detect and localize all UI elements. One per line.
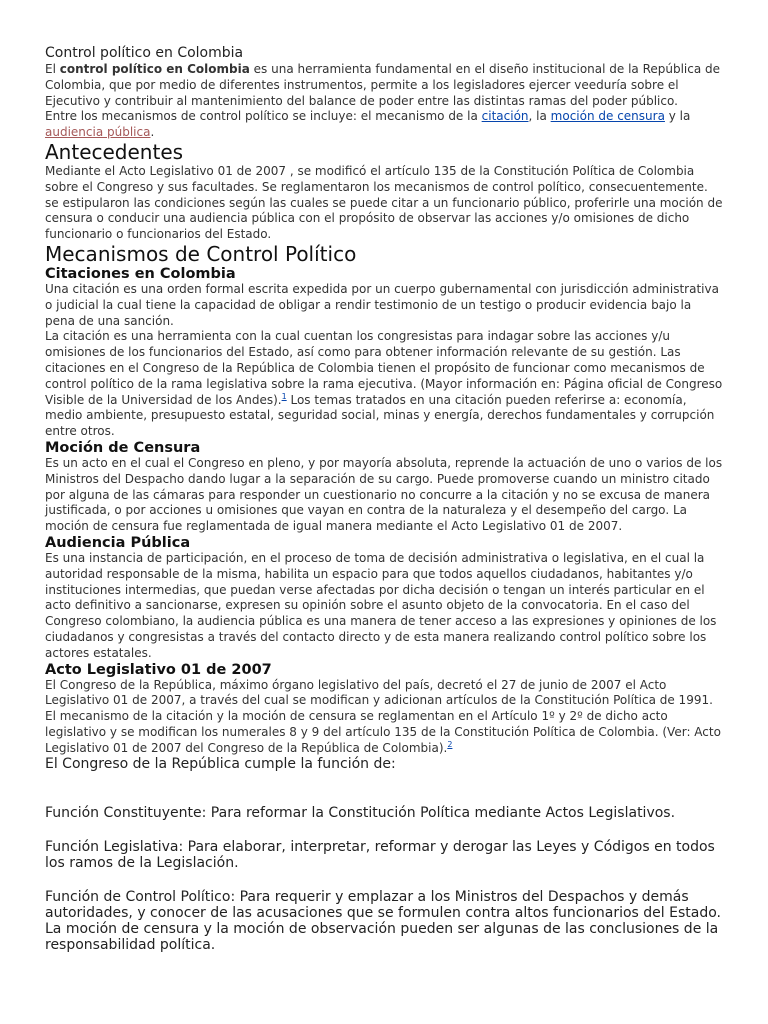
intro-rest: es una herramienta fundamental en el diseño institucional de la República de Colombia, que por medio de diferentes instrumentos, permite a los legisladores ejercer veeduría sobre el Ejecutivo y contribuir al mantenimiento del balance de poder entre las distintas ramas del poder público. [45,62,721,108]
mechanisms-prefix: Entre los mecanismos de control político se incluye: el mecanismo de la [45,109,482,124]
mocion-censura-link[interactable]: moción de censura [550,109,665,124]
funciones-lead: El Congreso de la República cumple la función de: [45,756,396,773]
citaciones-paragraph-1: Una citación es una orden formal escrita expedida por un cuerpo gubernamental con jurisdicción administrativa o judicial la cual tiene la capacidad de obligar a rendir testimonio de un testigo o producir evidencia bajo la pena de una sanción. [45,281,719,328]
citacion-link[interactable]: citación [481,109,529,124]
reference-2-link[interactable]: 2 [447,739,453,749]
mecanismos-heading: Mecanismos de Control Político [45,241,357,266]
intro-prefix: El [45,62,60,76]
funcion-constituyente: Función Constituyente: Para reformar la Constitución Política mediante Actos Legislativos. [45,805,676,822]
document-title: Control político en Colombia [45,45,244,61]
acto-legislativo-body: El Congreso de la República, máximo órgano legislativo del país, decretó el 27 de junio de 2007 el Acto Legislativo 01 de 2007, a través del cual se modifican y adicionan artículos de la Constitución Política de 1991. El mecanismo de la citación y la moción de censura se reglamentan en el Artículo 1º y 2º de dicho acto legislativo y se modifican los numerales 8 y 9 del artículo 135 de la Constitución Política de Colombia. (Ver: Acto Legislativo 01 de 2007 del Congreso de la República de Colombia). [45,677,721,755]
reference-1-link[interactable]: 1 [281,391,287,401]
acto-legislativo-heading: Acto Legislativo 01 de 2007 [45,661,272,678]
funcion-control-politico: Función de Control Político: Para requerir y emplazar a los Ministros del Despachos y demás autoridades, y conocer de las acusaciones que se formulen contra altos funcionarios del Estado. La moción de censura y la moción de observación pueden ser algunas de las conclusiones de la responsabilidad política. [45,889,721,954]
mechanisms-sep1: , la [528,109,551,124]
spacer [45,821,724,839]
antecedentes-heading: Antecedentes [45,139,184,164]
mocion-text: Es un acto en el cual el Congreso en pleno, y por mayoría absoluta, reprende la actuación de uno o varios de los Ministros del Despacho dando lugar a la separación de su cargo. Puede promoverse cuando un ministro citado por alguna de las cámaras para responder un cuestionario no concurre a la citación y no se excusa de manera justificada, o por acciones u omisiones que vayan en contra de la naturaleza y el desempeño del cargo. La moción de censura fue reglamentada de igual manera mediante el Acto Legislativo 01 de 2007. [45,455,723,534]
citaciones-heading: Citaciones en Colombia [45,265,236,282]
citaciones-text-before: La citación es una herramienta con la cual cuentan los congresistas para indagar sobre las acciones y/u omisiones de los funcionarios del Estado, así como para obtener información relevante de su gestión. Las citaciones en el Congreso de la República de Colombia tienen el propósito de funcionar como mecanismos de control político de la rama legislativa sobre la rama ejecutiva. (Mayor información en: Página oficial de Congreso Visible de la Universidad de los Andes). [45,329,723,407]
citaciones-text-after: Los temas tratados en una citación pueden referirse a: economía, medio ambiente, presupuesto estatal, seguridad social, minas y energía, derechos fundamentales y corrupción entre otros. [45,392,715,439]
mocion-heading: Moción de Censura [45,439,201,456]
mechanisms-sep2: y la [664,109,691,124]
spacer [45,871,724,889]
audiencia-text: Es una instancia de participación, en el proceso de toma de decisión administrativa o legislativa, en el cual la autoridad responsable de la misma, habilita un espacio para que todos aquellos ciudadanos, habitantes y/o instituciones intermedias, que puedan verse afectadas por dicha decisión o tengan un interés particular en el acto definitivo a sancionarse, expresen su opinión sobre el asunto objeto de la convocatoria. En el caso del Congreso colombiano, la audiencia pública es una manera de tener acceso a las expresiones y opiniones de los ciudadanos y congresistas a través del contacto directo y de esta manera realizando control político sobre los actores estatales. [45,550,717,660]
audiencia-publica-link[interactable]: audiencia pública [45,125,151,140]
intro-paragraph [45,62,724,109]
audiencia-heading: Audiencia Pública [45,534,191,551]
mechanisms-paragraph [45,109,724,141]
antecedentes-text: Mediante el Acto Legislativo 01 de 2007 , se modificó el artículo 135 de la Constitución Política de Colombia sobre el Congreso y sus facultades. Se reglamentaron los mecanismos de control político, consecuentemente. se estipularon las condiciones según las cuales se puede citar a un funcionario público, proferirle una moción de censura o conducir una audiencia pública con el propósito de observar las acciones y/o omisiones de dicho funcionario o funcionarios del Estado. [45,163,723,242]
acto-legislativo-text [45,678,724,757]
mechanisms-end: . [150,125,155,140]
intro-bold-term: control político en Colombia [59,62,250,76]
citaciones-paragraph-2 [45,329,724,440]
funcion-legislativa: Función Legislativa: Para elaborar, interpretar, reformar y derogar las Leyes y Códigos en todos los ramos de la Legislación. [45,839,715,872]
spacer [45,772,724,805]
